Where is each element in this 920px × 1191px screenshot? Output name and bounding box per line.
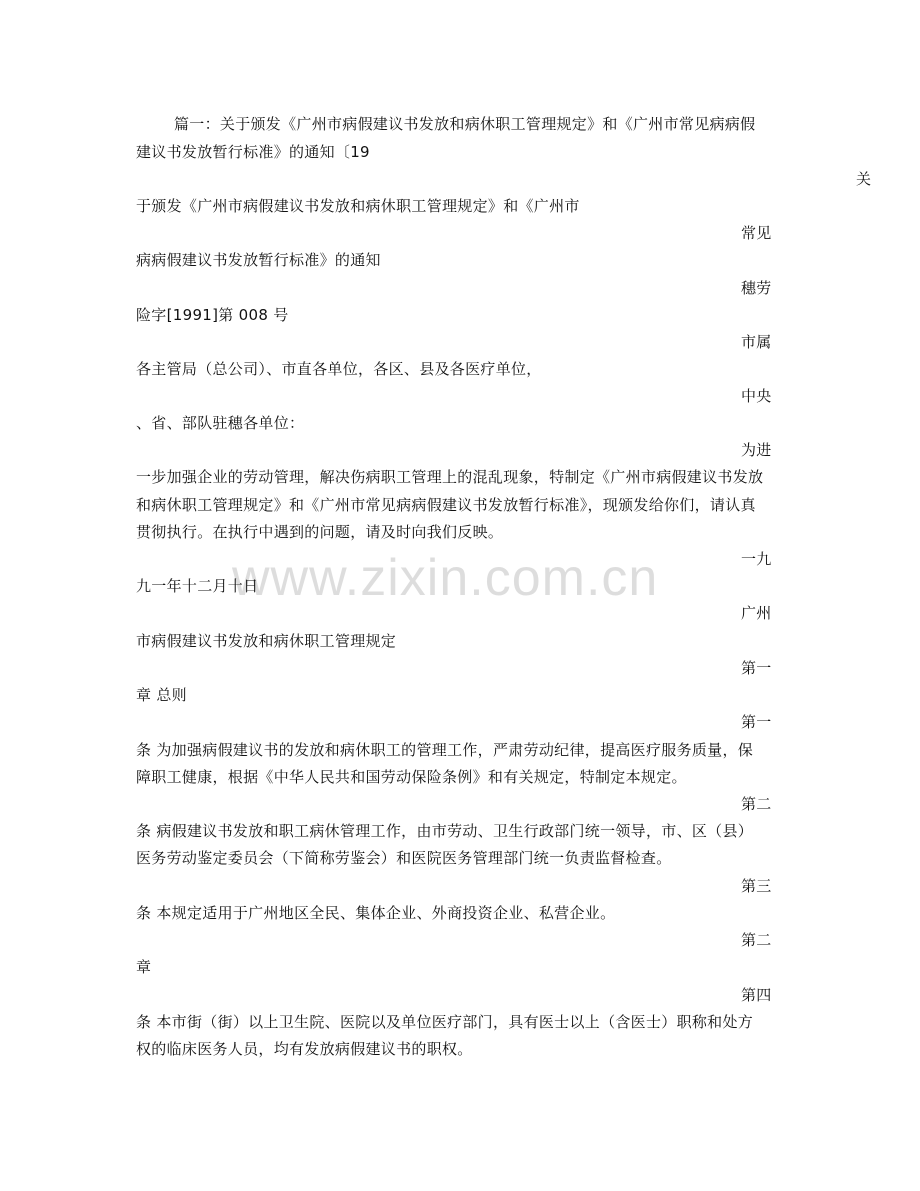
title-line-2: 建议书发放暂行标准》的通知〔19: [136, 143, 370, 161]
text-line: 权的临床医务人员，均有发放病假建议书的职权。: [136, 1040, 473, 1058]
text-line: 贯彻执行。在执行中遇到的问题，请及时向我们反映。: [136, 523, 504, 541]
text-line: 常见: [741, 224, 772, 242]
text-line: 第二: [741, 931, 772, 949]
text-line: 条 为加强病假建议书的发放和病休职工的管理工作，严肃劳动纪律，提高医疗服务质量，保: [136, 741, 754, 759]
text-line: 医务劳动鉴定委员会（下简称劳鉴会）和医院医务管理部门统一负责监督检查。: [136, 849, 672, 867]
text-line: 中央: [741, 387, 772, 405]
text-line: 九一年十二月十日: [136, 577, 259, 595]
text-line: 条 本规定适用于广州地区全民、集体企业、外商投资企业、私营企业。: [136, 904, 616, 922]
text-line: 章 总则: [136, 686, 187, 704]
text-line: 穗劳: [741, 279, 772, 297]
text-line: 第二: [741, 795, 772, 813]
text-line: 条 病假建议书发放和职工病休管理工作，由市劳动、卫生行政部门统一领导，市、区（县）: [136, 822, 754, 840]
text-line: 各主管局（总公司）、市直各单位，各区、县及各医疗单位，: [136, 360, 542, 378]
text-line: 第四: [741, 986, 772, 1004]
text-line: 市属: [741, 333, 772, 351]
title-line-1: 篇一：关于颁发《广州市病假建议书发放和病休职工管理规定》和《广州市常见病病假: [174, 115, 756, 133]
text-line: 病病假建议书发放暂行标准》的通知: [136, 251, 381, 269]
text-line: 于颁发《广州市病假建议书发放和病休职工管理规定》和《广州市: [136, 197, 580, 215]
text-line: 市病假建议书发放和病休职工管理规定: [136, 632, 397, 650]
text-line: 广州: [741, 604, 772, 622]
text-line: 和病休职工管理规定》和《广州市常见病病假建议书发放暂行标准》，现颁发给你们，请认真: [136, 496, 756, 514]
text-line: 条 本市街（街）以上卫生院、医院以及单位医疗部门，具有医士以上（含医士）职称和处方: [136, 1013, 754, 1031]
text-line: 第三: [741, 877, 772, 895]
text-line: 、省、部队驻穗各单位：: [136, 414, 305, 432]
margin-char: 关: [856, 170, 872, 188]
text-line: 为进: [741, 441, 772, 459]
text-line: 一九: [741, 550, 772, 568]
text-line: 章: [136, 958, 152, 976]
text-line: 险字[1991]第 008 号: [136, 306, 289, 324]
watermark: www.zixin.com.cn: [232, 549, 659, 607]
text-line: 障职工健康，根据《中华人民共和国劳动保险条例》和有关规定，特制定本规定。: [136, 768, 687, 786]
text-line: 一步加强企业的劳动管理，解决伤病职工管理上的混乱现象，特制定《广州市病假建议书发放: [136, 468, 764, 486]
text-line: 第一: [741, 659, 772, 677]
text-line: 第一: [741, 713, 772, 731]
